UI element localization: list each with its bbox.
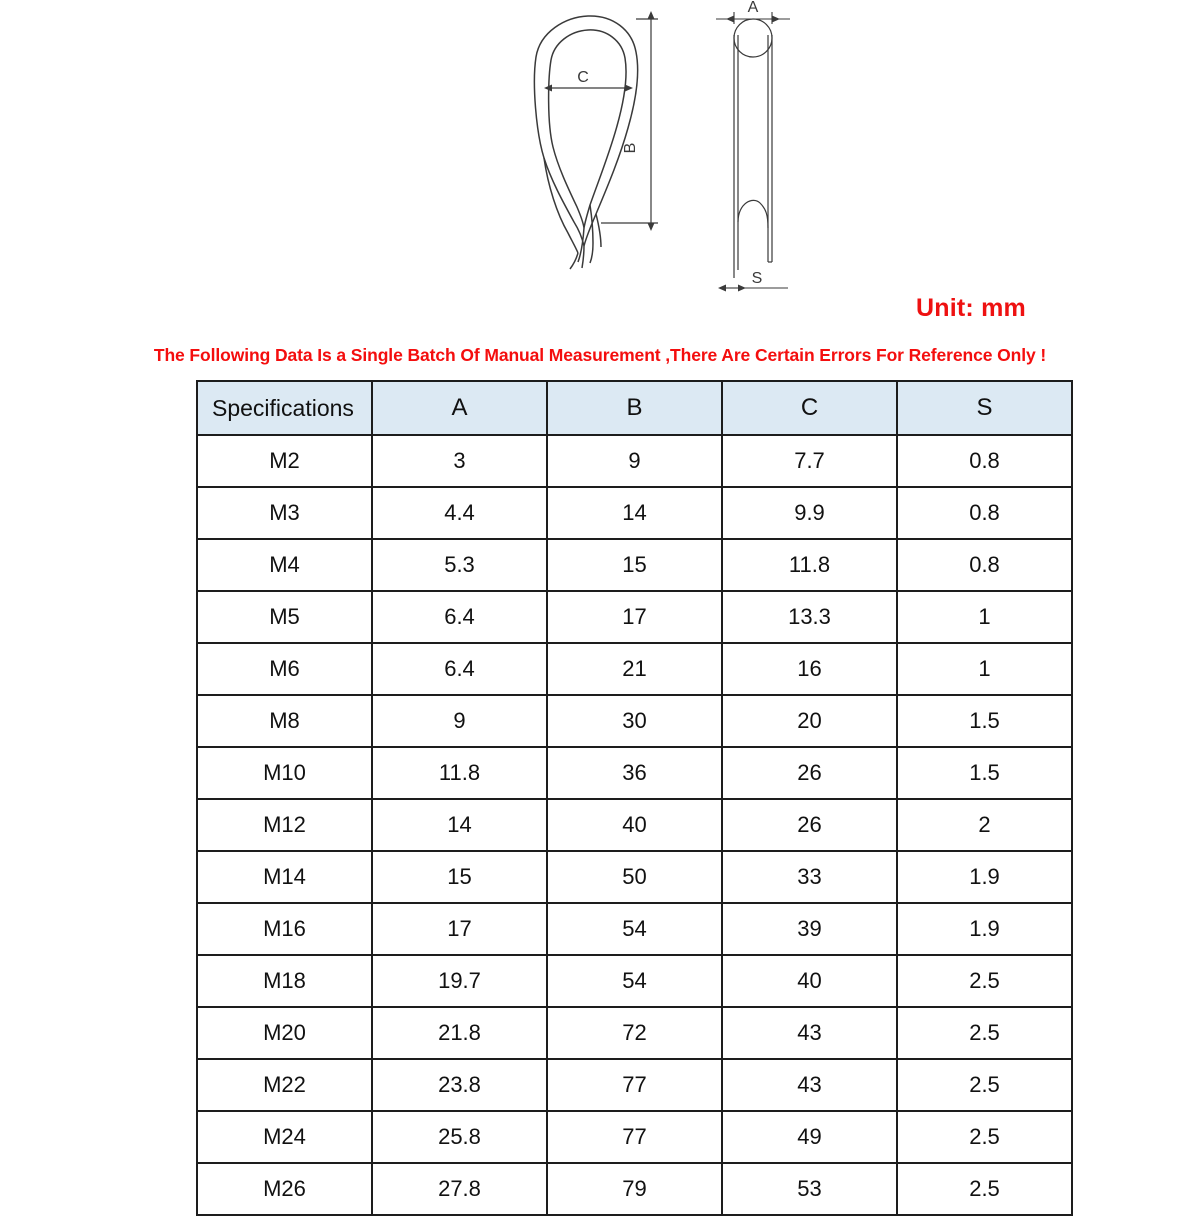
cell-s: 2.5: [897, 1111, 1072, 1163]
dimension-label-a: A: [747, 0, 759, 16]
cell-s: 1.5: [897, 747, 1072, 799]
thimble-front-view: [534, 16, 637, 269]
cell-spec: M12: [197, 799, 372, 851]
cell-s: 2.5: [897, 955, 1072, 1007]
cell-a: 23.8: [372, 1059, 547, 1111]
cell-b: 17: [547, 591, 722, 643]
table-row: [197, 747, 1072, 799]
cell-b: 79: [547, 1163, 722, 1215]
cell-b: 30: [547, 695, 722, 747]
table-row: [197, 487, 1072, 539]
thimble-side-view: [734, 19, 772, 278]
cell-spec: M5: [197, 591, 372, 643]
cell-spec: M18: [197, 955, 372, 1007]
cell-c: 16: [722, 643, 897, 695]
cell-c: 13.3: [722, 591, 897, 643]
cell-b: 72: [547, 1007, 722, 1059]
cell-c: 33: [722, 851, 897, 903]
cell-s: 0.8: [897, 487, 1072, 539]
cell-s: 0.8: [897, 435, 1072, 487]
cell-s: 1.5: [897, 695, 1072, 747]
table-body: [197, 435, 1072, 1215]
cell-s: 2.5: [897, 1007, 1072, 1059]
table-row: [197, 1059, 1072, 1111]
cell-b: 14: [547, 487, 722, 539]
cell-c: 26: [722, 799, 897, 851]
cell-s: 2.5: [897, 1163, 1072, 1215]
cell-s: 2.5: [897, 1059, 1072, 1111]
cell-a: 4.4: [372, 487, 547, 539]
cell-c: 40: [722, 955, 897, 1007]
cell-spec: M10: [197, 747, 372, 799]
cell-c: 26: [722, 747, 897, 799]
cell-spec: M3: [197, 487, 372, 539]
cell-a: 6.4: [372, 643, 547, 695]
cell-c: 43: [722, 1059, 897, 1111]
cell-b: 50: [547, 851, 722, 903]
cell-a: 15: [372, 851, 547, 903]
column-header-c: C: [722, 381, 897, 435]
table-row: [197, 1111, 1072, 1163]
cell-c: 9.9: [722, 487, 897, 539]
cell-spec: M6: [197, 643, 372, 695]
cell-spec: M8: [197, 695, 372, 747]
cell-a: 25.8: [372, 1111, 547, 1163]
cell-b: 40: [547, 799, 722, 851]
cell-spec: M2: [197, 435, 372, 487]
table-row: [197, 643, 1072, 695]
cell-spec: M4: [197, 539, 372, 591]
cell-spec: M24: [197, 1111, 372, 1163]
specifications-table-container: [196, 380, 1071, 1216]
cell-c: 20: [722, 695, 897, 747]
measurement-disclaimer: The Following Data Is a Single Batch Of Manual Measurement ,There Are Certain Errors For Reference Only !: [153, 345, 1047, 365]
cell-spec: M14: [197, 851, 372, 903]
dimension-label-c: C: [577, 69, 589, 86]
cell-b: 15: [547, 539, 722, 591]
cell-spec: M16: [197, 903, 372, 955]
technical-drawing-area: [0, 0, 1200, 330]
table-row: [197, 435, 1072, 487]
cell-a: 27.8: [372, 1163, 547, 1215]
table-row: [197, 591, 1072, 643]
cell-s: 1: [897, 591, 1072, 643]
cell-b: 77: [547, 1059, 722, 1111]
table-row: [197, 799, 1072, 851]
cell-s: 0.8: [897, 539, 1072, 591]
cell-s: 1.9: [897, 851, 1072, 903]
thimble-dimension-drawing: [420, 0, 860, 330]
cell-a: 3: [372, 435, 547, 487]
cell-s: 1: [897, 643, 1072, 695]
table-row: [197, 903, 1072, 955]
cell-spec: M26: [197, 1163, 372, 1215]
cell-s: 2: [897, 799, 1072, 851]
cell-s: 1.9: [897, 903, 1072, 955]
table-row: [197, 695, 1072, 747]
table-header: [197, 381, 1072, 435]
table-header-row: [197, 381, 1072, 435]
cell-spec: M22: [197, 1059, 372, 1111]
cell-a: 17: [372, 903, 547, 955]
column-header-b: B: [547, 381, 722, 435]
table-row: [197, 1007, 1072, 1059]
column-header-s: S: [897, 381, 1072, 435]
dimension-label-b: B: [622, 142, 639, 154]
cell-c: 11.8: [722, 539, 897, 591]
dimension-label-s: S: [751, 270, 763, 287]
specifications-table: [196, 380, 1073, 1216]
table-row: [197, 851, 1072, 903]
cell-b: 36: [547, 747, 722, 799]
cell-b: 54: [547, 955, 722, 1007]
cell-c: 49: [722, 1111, 897, 1163]
unit-note: Unit: mm: [916, 294, 1026, 322]
cell-b: 54: [547, 903, 722, 955]
column-header-a: A: [372, 381, 547, 435]
cell-a: 19.7: [372, 955, 547, 1007]
cell-c: 39: [722, 903, 897, 955]
table-row: [197, 1163, 1072, 1215]
cell-c: 53: [722, 1163, 897, 1215]
cell-a: 11.8: [372, 747, 547, 799]
table-row: [197, 955, 1072, 1007]
table-row: [197, 539, 1072, 591]
cell-c: 7.7: [722, 435, 897, 487]
cell-a: 21.8: [372, 1007, 547, 1059]
cell-spec: M20: [197, 1007, 372, 1059]
cell-c: 43: [722, 1007, 897, 1059]
column-header-specifications: Specifications: [197, 381, 372, 435]
cell-a: 14: [372, 799, 547, 851]
cell-a: 9: [372, 695, 547, 747]
cell-b: 21: [547, 643, 722, 695]
cell-a: 5.3: [372, 539, 547, 591]
cell-a: 6.4: [372, 591, 547, 643]
cell-b: 9: [547, 435, 722, 487]
cell-b: 77: [547, 1111, 722, 1163]
